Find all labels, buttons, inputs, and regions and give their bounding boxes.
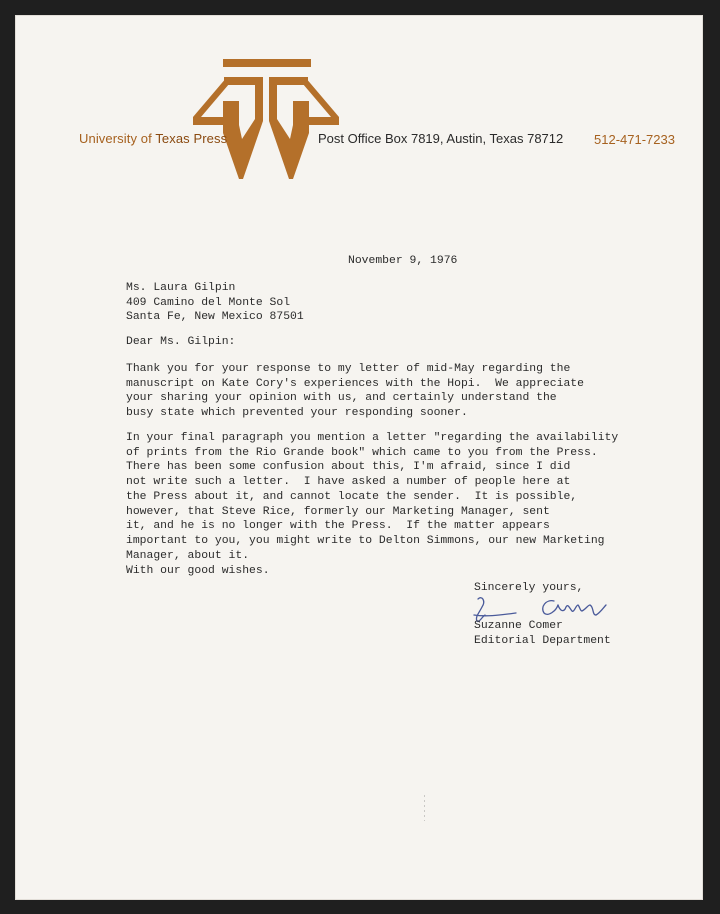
- closing-text: Sincerely yours,: [474, 582, 584, 594]
- press-name: [79, 131, 227, 146]
- paragraph-line: of prints from the Rio Grande book" which came to you from the Press.: [126, 446, 598, 459]
- paragraph-line: the Press about it, and cannot locate the sender. It is possible,: [126, 490, 578, 503]
- press-name-prefix: University of: [79, 131, 152, 146]
- paragraph-line: important to you, you might write to Delton Simmons, our new Marketing: [126, 534, 605, 547]
- press-address: Post Office Box 7819, Austin, Texas 78712: [318, 131, 564, 146]
- paragraph-line: not write such a letter. I have asked a number of people here at: [126, 476, 571, 489]
- recipient-name: Ms. Laura Gilpin: [126, 282, 236, 294]
- press-name-main: Texas Press: [155, 131, 228, 146]
- press-phone: 512-471-7233: [594, 132, 675, 147]
- salutation: Dear Ms. Gilpin:: [126, 336, 236, 348]
- recipient-city: Santa Fe, New Mexico 87501: [126, 311, 304, 324]
- recipient-street: 409 Camino del Monte Sol: [126, 296, 291, 309]
- closing-wishes: With our good wishes.: [126, 565, 270, 577]
- recipient-address: [126, 281, 304, 325]
- paragraph-line: Manager, about it.: [126, 549, 250, 562]
- letter-date: November 9, 1976: [348, 255, 458, 267]
- paper-mark-icon: [423, 795, 426, 821]
- paragraph-line: however, that Steve Rice, formerly our Marketing Manager, sent: [126, 505, 550, 518]
- signer-block: [474, 619, 611, 648]
- paragraph-line: busy state which prevented your responding sooner.: [126, 407, 468, 420]
- university-texas-press-logo-icon: [193, 59, 339, 181]
- paragraph-line: In your final paragraph you mention a letter "regarding the availability: [126, 432, 619, 444]
- signer-name: Suzanne Comer: [474, 620, 563, 632]
- signer-department: Editorial Department: [474, 634, 611, 647]
- paragraph-line: There has been some confusion about this, I'm afraid, since I did: [126, 461, 571, 474]
- paragraph-line: it, and he is no longer with the Press. If the matter appears: [126, 520, 550, 533]
- paragraph-line: your sharing your opinion with us, and certainly understand the: [126, 392, 557, 405]
- body-paragraph-1: [126, 362, 584, 421]
- letter-page: [15, 15, 703, 900]
- paragraph-line: Thank you for your response to my letter of mid-May regarding the: [126, 363, 571, 375]
- paragraph-line: manuscript on Kate Cory's experiences with the Hopi. We appreciate: [126, 377, 584, 390]
- body-paragraph-2: [126, 431, 618, 563]
